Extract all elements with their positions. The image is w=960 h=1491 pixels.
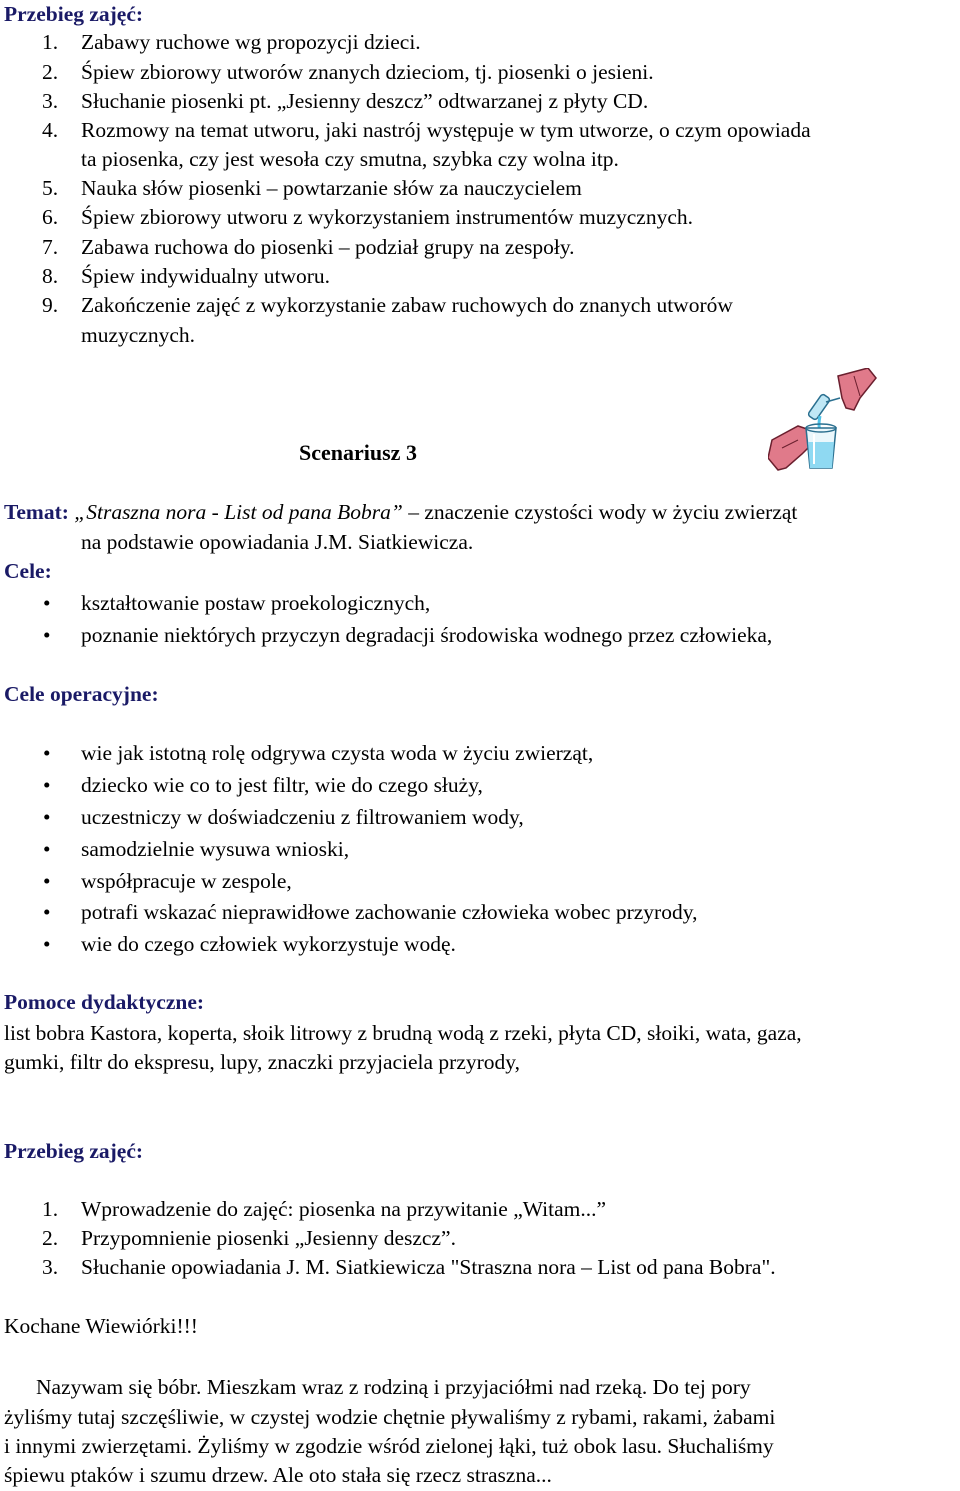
pouring-hand-icon — [807, 368, 876, 430]
bullet-icon: • — [43, 773, 51, 797]
scenario-title: Scenariusz 3 — [299, 440, 417, 465]
list-item: Nauka słów piosenki – powtarzanie słów za nauczycielem — [81, 176, 582, 200]
list-item-number: 4. — [42, 118, 59, 142]
list-item: Przypomnienie piosenki „Jesienny deszcz”. — [81, 1226, 456, 1250]
operational-goal-item: potrafi wskazać nieprawidłowe zachowanie człowieka wobec przyrody, — [81, 900, 698, 924]
hands-pouring-water-illustration — [768, 368, 878, 478]
list-item-number: 2. — [42, 60, 59, 84]
bullet-icon: • — [43, 591, 51, 615]
letter-line: żyliśmy tutaj szczęśliwie, w czystej wodzie chętnie pływaliśmy z rybami, rakami, żabami — [4, 1405, 776, 1429]
list-item-number: 1. — [42, 30, 59, 54]
topic-label: Temat: — [4, 500, 69, 524]
letter-line: Nazywam się bóbr. Mieszkam wraz z rodziną i przyjaciółmi nad rzeką. Do tej pory — [36, 1375, 751, 1399]
list-item: Śpiew zbiorowy utworów znanych dzieciom, tj. piosenki o jesieni. — [81, 60, 654, 84]
list-item-number: 1. — [42, 1197, 59, 1221]
list-item-number: 3. — [42, 89, 59, 113]
operational-goal-item: wie do czego człowiek wykorzystuje wodę. — [81, 932, 456, 956]
glass-icon — [806, 424, 836, 468]
bullet-icon: • — [43, 869, 51, 893]
bullet-icon: • — [43, 805, 51, 829]
bullet-icon: • — [43, 900, 51, 924]
list-item-number: 3. — [42, 1255, 59, 1279]
topic-title: „Straszna nora - List od pana Bobra” — [74, 500, 403, 524]
bullet-icon: • — [43, 741, 51, 765]
bullet-icon: • — [43, 837, 51, 861]
section2-heading: Przebieg zajęć: — [4, 1139, 144, 1163]
materials-line-1: list bobra Kastora, koperta, słoik litrowy z brudną wodą z rzeki, płyta CD, słoiki, wata, gaza, — [4, 1021, 802, 1045]
section1-heading: Przebieg zajęć: — [4, 2, 144, 26]
goal-item: kształtowanie postaw proekologicznych, — [81, 591, 431, 615]
letter-line: i innymi zwierzętami. Żyliśmy w zgodzie wśród zielonej łąki, tuż obok lasu. Słuchaliśmy — [4, 1434, 774, 1458]
materials-line-2: gumki, filtr do ekspresu, lupy, znaczki przyjaciela przyrody, — [4, 1050, 521, 1074]
list-item-number: 7. — [42, 235, 59, 259]
list-item: Śpiew zbiorowy utworu z wykorzystaniem instrumentów muzycznych. — [81, 205, 694, 229]
list-item-number: 9. — [42, 293, 59, 317]
list-item: Wprowadzenie do zajęć: piosenka na przywitanie „Witam...” — [81, 1197, 607, 1221]
list-item: Śpiew indywidualny utworu. — [81, 264, 331, 288]
list-item-continuation: ta piosenka, czy jest wesoła czy smutna, szybka czy wolna itp. — [81, 147, 619, 171]
topic-line-2: na podstawie opowiadania J.M. Siatkiewicza. — [81, 530, 474, 554]
topic-line — [4, 498, 797, 528]
letter-line: śpiewu ptaków i szumu drzew. Ale oto stała się rzecz straszna... — [4, 1463, 552, 1487]
materials-heading: Pomoce dydaktyczne: — [4, 990, 205, 1014]
goals-heading: Cele: — [4, 559, 52, 583]
list-item: Zakończenie zajęć z wykorzystanie zabaw ruchowych do znanych utworów — [81, 293, 733, 317]
operational-goal-item: uczestniczy w doświadczeniu z filtrowaniem wody, — [81, 805, 524, 829]
operational-goal-item: samodzielnie wysuwa wnioski, — [81, 837, 350, 861]
bullet-icon: • — [43, 932, 51, 956]
goal-item: poznanie niektórych przyczyn degradacji środowiska wodnego przez człowieka, — [81, 623, 773, 647]
topic-description: – znaczenie czystości wody w życiu zwierząt — [402, 500, 798, 524]
list-item-number: 2. — [42, 1226, 59, 1250]
letter-greeting: Kochane Wiewiórki!!! — [4, 1314, 198, 1338]
list-item: Rozmowy na temat utworu, jaki nastrój występuje w tym utworze, o czym opowiada — [81, 118, 811, 142]
list-item-number: 8. — [42, 264, 59, 288]
list-item-number: 6. — [42, 205, 59, 229]
operational-goal-item: dziecko wie co to jest filtr, wie do czego służy, — [81, 773, 483, 797]
operational-goals-heading: Cele operacyjne: — [4, 682, 159, 706]
list-item: Zabawy ruchowe wg propozycji dzieci. — [81, 30, 421, 54]
list-item: Słuchanie opowiadania J. M. Siatkiewicza "Straszna nora – List od pana Bobra". — [81, 1255, 776, 1279]
list-item-continuation: muzycznych. — [81, 323, 196, 347]
bullet-icon: • — [43, 623, 51, 647]
list-item: Zabawa ruchowa do piosenki – podział grupy na zespoły. — [81, 235, 575, 259]
operational-goal-item: wie jak istotną rolę odgrywa czysta woda w życiu zwierząt, — [81, 741, 594, 765]
list-item-number: 5. — [42, 176, 59, 200]
list-item: Słuchanie piosenki pt. „Jesienny deszcz” odtwarzanej z płyty CD. — [81, 89, 649, 113]
operational-goal-item: współpracuje w zespole, — [81, 869, 292, 893]
